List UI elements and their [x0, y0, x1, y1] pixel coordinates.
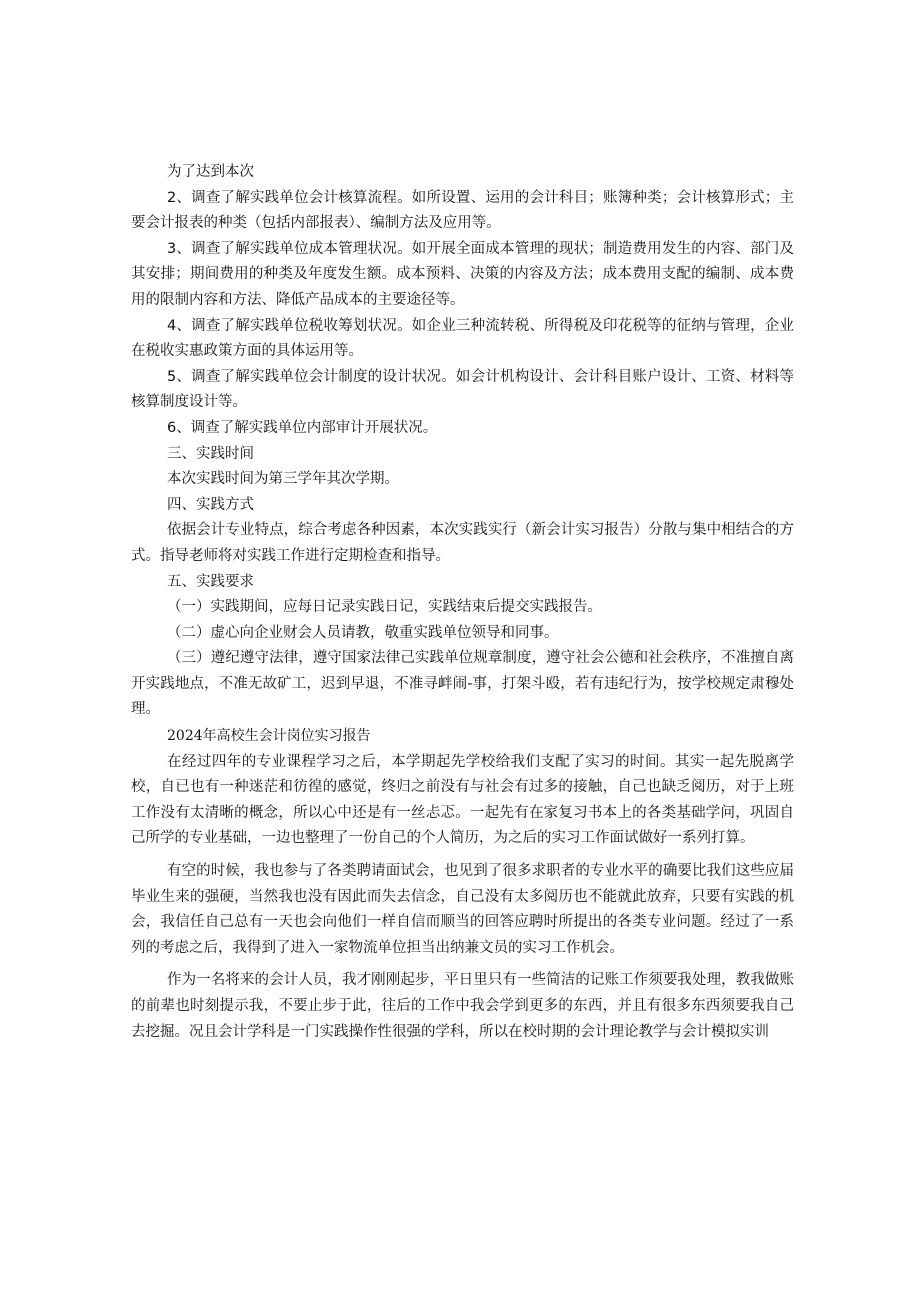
paragraph-requirement-3: （三）遵纪遵守法律，遵守国家法律己实践单位规章制度，遵守社会公德和社会秩序，不准擅自离开实践地点，不准无故矿工，迟到早退，不准寻衅闹-事，打架斗殴，若有违纪行为，按学校规定肃穆处理。	[131, 650, 794, 718]
paragraph-item-3: 3、调查了解实践单位成本管理状况。如开展全面成本管理的现状；制造费用发生的内容、部门及其安排；期间费用的种类及年度发生额。成本预料、决策的内容及方法；成本费用支配的编制、成本费用的限制内容和方法、降低产品成本的主要途径等。	[131, 240, 794, 308]
paragraph-item-4: 4、调查了解实践单位税收筹划状况。如企业三种流转税、所得税及印花税等的征纳与管理，企业在税收实惠政策方面的具体运用等。	[131, 317, 794, 360]
report-title: 2024年高校生会计岗位实习报告	[167, 728, 371, 745]
paragraph-report-2: 有空的时候，我也参与了各类聘请面试会，也见到了很多求职者的专业水平的确要比我们这些应届毕业生来的强硬，当然我也没有因此而失去信念，自己没有太多阅历也不能就此放弃，只要有实践的机会，我信任自己总有一天也会向他们一样自信而顺当的回答应聘时所提出的各类专业问题。经过了一系列的考虑之后，我得到了进入一家物流单位担当出纳兼文员的实习工作机会。	[131, 863, 794, 956]
section-heading-requirements: 五、实践要求	[167, 573, 254, 590]
paragraph-report-1: 在经过四年的专业课程学习之后，本学期起先学校给我们支配了实习的时间。其实一起先脱离学校，自已也有一种迷茫和彷徨的感觉，终归之前没有与社会有过多的接触，自己也缺乏阅历，对于上班工作没有太清晰的概念，所以心中还是有一丝忐忑。一起先有在家复习书本上的各类基础学问，巩固自己所学的专业基础，一边也整理了一份自己的个人简历，为之后的实习工作面试做好一系列打算。	[131, 753, 794, 847]
paragraph-report-3: 作为一名将来的会计人员，我才刚刚起步，平日里只有一些简洁的记账工作须要我处理，教我做账的前辈也时刻提示我，不要止步于此，往后的工作中我会学到更多的东西，并且有很多东西须要我自己去挖掘。况且会计学科是一门实践操作性很强的学科，所以在校时期的会计理论教学与会计模拟实训	[131, 972, 794, 1040]
section-heading-method: 四、实践方式	[167, 496, 254, 513]
document-body	[131, 160, 794, 1045]
paragraph-item-6: 6、调查了解实践单位内部审计开展状况。	[167, 419, 438, 436]
section-heading-time: 三、实践时间	[167, 445, 254, 462]
paragraph-intro: 为了达到本次	[167, 164, 254, 180]
paragraph-item-2: 2、调查了解实践单位会计核算流程。如所设置、运用的会计科目；账簿种类；会计核算形式；主要会计报表的种类（包括内部报表）、编制方法及应用等。	[131, 189, 794, 232]
paragraph-item-5: 5、调查了解实践单位会计制度的设计状况。如会计机构设计、会计科目账户设计、工资、材料等核算制度设计等。	[131, 368, 794, 411]
paragraph-time: 本次实践时间为第三学年其次学期。	[167, 471, 399, 488]
paragraph-requirement-1: （一）实践期间，应每日记录实践日记，实践结束后提交实践报告。	[167, 599, 602, 616]
paragraph-method: 依据会计专业特点，综合考虑各种因素，本次实践实行（新会计实习报告）分散与集中相结合的方式。指导老师将对实践工作进行定期检查和指导。	[131, 522, 794, 564]
paragraph-requirement-2: （二）虚心向企业财会人员请教，敬重实践单位领导和同事。	[167, 624, 559, 641]
